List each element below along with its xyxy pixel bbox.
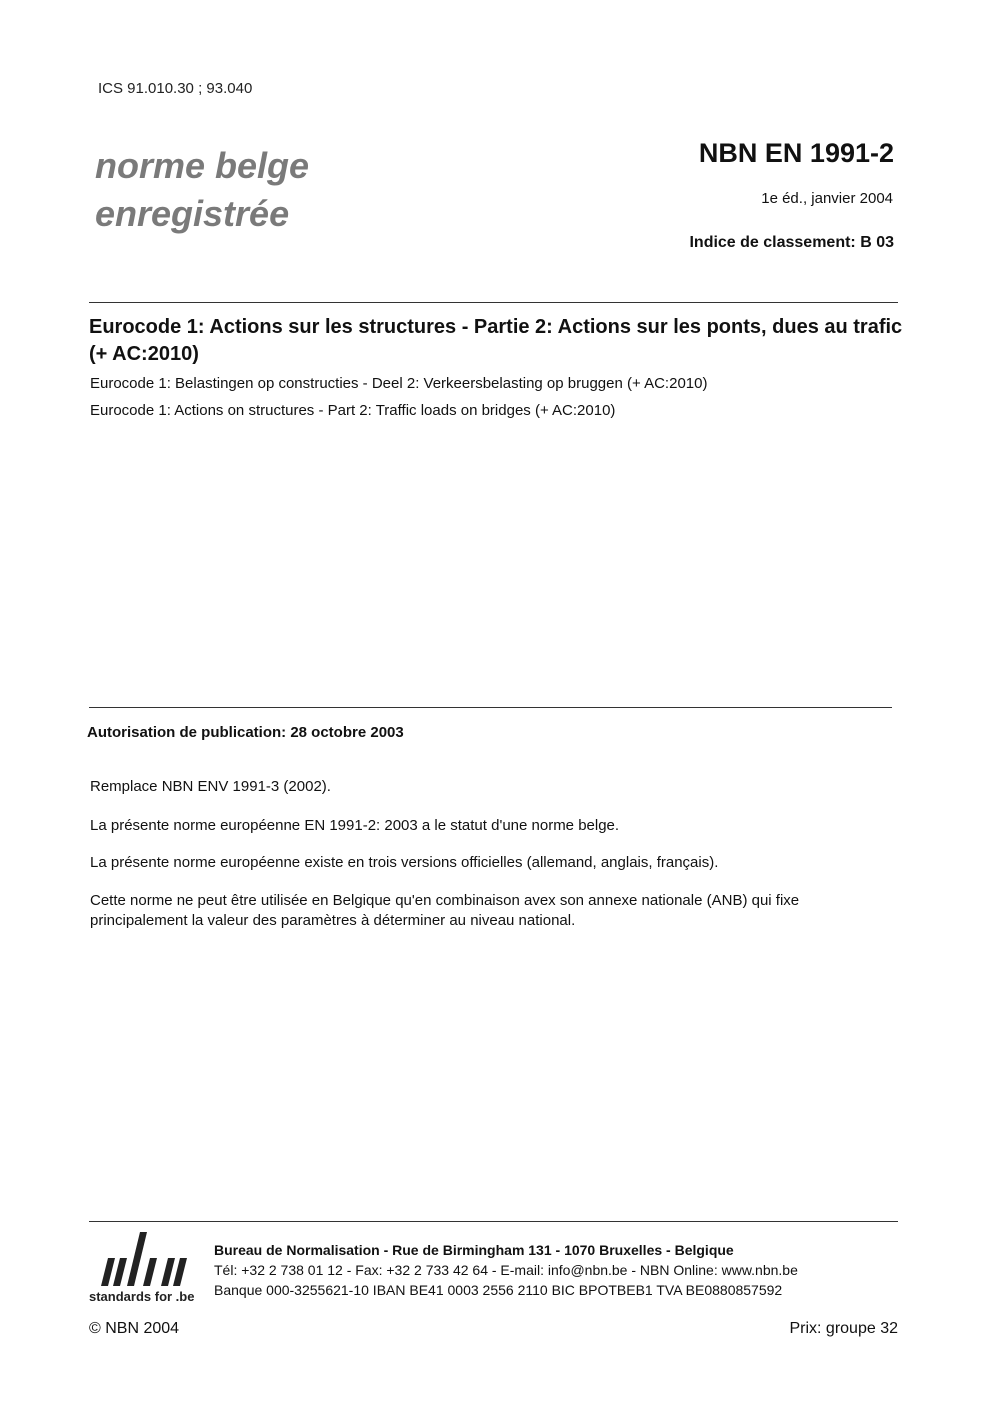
paragraph-status: La présente norme européenne EN 1991-2: 2003 a le statut d'une norme belge.	[90, 817, 620, 834]
divider-middle	[89, 707, 892, 708]
paragraph-replaces: Remplace NBN ENV 1991-3 (2002).	[90, 778, 331, 795]
footer-contact: Tél: +32 2 738 01 12 - Fax: +32 2 733 42 64 - E-mail: info@nbn.be - NBN Online: www.nbn.be	[214, 1262, 798, 1278]
logo-tagline: standards for .be	[89, 1289, 195, 1304]
ics-code: ICS 91.010.30 ; 93.040	[98, 80, 253, 97]
standard-number: NBN EN 1991-2	[698, 138, 894, 168]
copyright: © NBN 2004	[89, 1320, 180, 1337]
classification-index: Indice de classement: B 03	[689, 234, 894, 251]
paragraph-versions: La présente norme européenne existe en trois versions officielles (allemand, anglais, français).	[90, 854, 719, 871]
norme-line-2: enregistrée	[95, 193, 290, 234]
publication-authorisation: Autorisation de publication: 28 octobre 2003	[87, 724, 404, 741]
divider-top	[89, 302, 898, 303]
title-english: Eurocode 1: Actions on structures - Part 2: Traffic loads on bridges (+ AC:2010)	[90, 402, 616, 419]
norme-line-1: norme belge	[95, 145, 310, 186]
title-french: Eurocode 1: Actions sur les structures - Partie 2: Actions sur les ponts, dues au trafic (+ AC:2010)	[89, 316, 903, 365]
price-group: Prix: groupe 32	[789, 1320, 898, 1337]
paragraph-annex: Cette norme ne peut être utilisée en Belgique qu'en combinaison avex son annexe nationale (ANB) qui fixe principalement la valeur des paramètres à déterminer au niveau national.	[90, 892, 800, 929]
divider-footer	[89, 1221, 898, 1222]
edition: 1e éd., janvier 2004	[761, 190, 893, 207]
footer-address: Bureau de Normalisation - Rue de Birmingham 131 - 1070 Bruxelles - Belgique	[214, 1242, 734, 1258]
footer-bank: Banque 000-3255621-10 IBAN BE41 0003 2556 2110 BIC BPOTBEB1 TVA BE0880857592	[214, 1282, 783, 1298]
norme-belge-heading	[95, 142, 309, 238]
title-dutch: Eurocode 1: Belastingen op constructies - Deel 2: Verkeersbelasting op bruggen (+ AC:2010)	[90, 375, 708, 392]
